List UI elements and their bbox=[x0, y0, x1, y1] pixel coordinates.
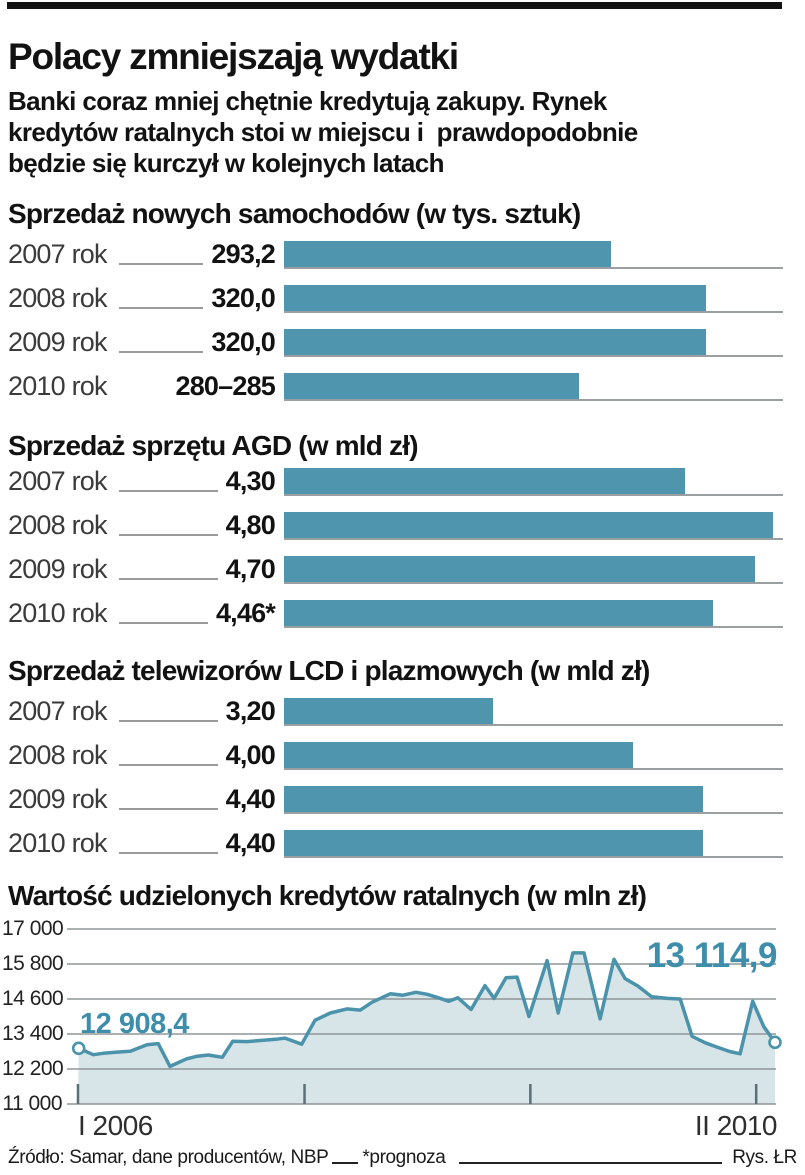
bar bbox=[284, 512, 773, 538]
leader-line bbox=[119, 622, 208, 624]
value-label: 4,40 bbox=[225, 827, 275, 858]
value-label: 4,40 bbox=[225, 783, 275, 814]
leader-line bbox=[119, 852, 218, 854]
bar-track bbox=[284, 276, 783, 320]
bar bbox=[284, 329, 706, 355]
bar bbox=[284, 698, 493, 724]
year-label: 2007 rok bbox=[8, 465, 107, 496]
bar-row bbox=[8, 320, 783, 364]
value-label: 280–285 bbox=[175, 370, 275, 401]
bar-row bbox=[8, 733, 783, 777]
section-title: Sprzedaż sprzętu AGD (w mld zł) bbox=[8, 430, 418, 461]
bar-track bbox=[284, 320, 783, 364]
page-subtitle bbox=[8, 86, 798, 179]
y-axis-tick-label: 14 600 bbox=[2, 987, 64, 1010]
bar bbox=[284, 373, 579, 399]
value-label: 293,2 bbox=[211, 238, 275, 269]
bar-track bbox=[284, 777, 783, 821]
bar-row bbox=[8, 821, 783, 865]
bar bbox=[284, 786, 703, 812]
year-label: 2008 rok bbox=[8, 509, 107, 540]
value-label: 4,30 bbox=[225, 465, 275, 496]
y-axis-tick-label: 15 800 bbox=[2, 952, 64, 975]
annotation-start-value: 12 908,4 bbox=[80, 1008, 189, 1040]
forecast-note: *prognoza bbox=[362, 1147, 446, 1168]
bar bbox=[284, 241, 611, 267]
section-tv bbox=[8, 655, 783, 687]
bar-row bbox=[8, 547, 783, 591]
bar-track bbox=[284, 364, 783, 408]
section-cars bbox=[8, 198, 783, 230]
bar bbox=[284, 285, 706, 311]
y-axis-tick-label: 13 400 bbox=[2, 1022, 64, 1045]
bar-track bbox=[284, 821, 783, 865]
value-label: 4,70 bbox=[225, 553, 275, 584]
bar-row bbox=[8, 276, 783, 320]
value-label: 4,46* bbox=[215, 597, 275, 628]
y-axis-tick-label: 12 200 bbox=[2, 1057, 64, 1080]
section-agd bbox=[8, 430, 783, 462]
subtitle-line: będzie się kurczył w kolejnych latach bbox=[8, 148, 444, 178]
leader-line bbox=[119, 263, 204, 265]
bar bbox=[284, 830, 703, 856]
top-rule bbox=[7, 2, 782, 9]
y-axis-tick-label: 11 000 bbox=[2, 1092, 62, 1115]
leader-line bbox=[119, 534, 218, 536]
bar-track bbox=[284, 503, 783, 547]
year-label: 2010 rok bbox=[8, 370, 107, 401]
year-label: 2010 rok bbox=[8, 827, 107, 858]
credit: Rys. ŁR bbox=[732, 1147, 797, 1168]
section-title: Wartość udzielonych kredytów ratalnych (w mln zł) bbox=[8, 880, 647, 911]
value-label: 4,80 bbox=[225, 509, 275, 540]
page-title: Polacy zmniejszają wydatki bbox=[8, 36, 459, 77]
section-title: Sprzedaż nowych samochodów (w tys. sztuk) bbox=[8, 198, 581, 229]
value-label: 3,20 bbox=[225, 695, 275, 726]
leader-line bbox=[119, 578, 218, 580]
subtitle-line: kredytów ratalnych stoi w miejscu i prawdopodobnie bbox=[8, 117, 638, 147]
annotation-end-value: 13 114,9 bbox=[646, 936, 777, 975]
value-label: 320,0 bbox=[211, 326, 275, 357]
year-label: 2007 rok bbox=[8, 238, 107, 269]
bar-row bbox=[8, 689, 783, 733]
leader-line bbox=[119, 490, 218, 492]
leader-line bbox=[119, 351, 204, 353]
bar-track bbox=[284, 591, 783, 635]
source-note: Źródło: Samar, dane producentów, NBP bbox=[8, 1147, 329, 1168]
footer-rule-short bbox=[332, 1162, 358, 1164]
bar bbox=[284, 600, 713, 626]
year-label: 2009 rok bbox=[8, 326, 107, 357]
x-axis-label-first: I 2006 bbox=[78, 1110, 153, 1141]
bar-track bbox=[284, 459, 783, 503]
year-label: 2008 rok bbox=[8, 739, 107, 770]
section-title: Sprzedaż telewizorów LCD i plazmowych (w mld zł) bbox=[8, 655, 650, 686]
bar-row bbox=[8, 364, 783, 408]
bar-row bbox=[8, 232, 783, 276]
bar bbox=[284, 556, 755, 582]
year-label: 2009 rok bbox=[8, 783, 107, 814]
value-label: 320,0 bbox=[211, 282, 275, 313]
bar-track bbox=[284, 232, 783, 276]
bar-track bbox=[284, 733, 783, 777]
subtitle-line: Banki coraz mniej chętnie kredytują zakupy. Rynek bbox=[8, 86, 607, 116]
bar-row bbox=[8, 503, 783, 547]
year-label: 2010 rok bbox=[8, 597, 107, 628]
bar-row bbox=[8, 591, 783, 635]
bar-track bbox=[284, 689, 783, 733]
bar-track bbox=[284, 547, 783, 591]
footer-rule-long bbox=[459, 1162, 722, 1164]
section-credits bbox=[8, 880, 783, 912]
y-axis-tick-label: 17 000 bbox=[2, 917, 64, 940]
start-point-marker bbox=[73, 1043, 84, 1054]
leader-line bbox=[119, 764, 218, 766]
bar-row bbox=[8, 459, 783, 503]
leader-line bbox=[119, 307, 204, 309]
footer bbox=[8, 1147, 797, 1169]
bar bbox=[284, 742, 633, 768]
section-cars-rows bbox=[8, 232, 783, 408]
bar bbox=[284, 468, 685, 494]
section-tv-rows bbox=[8, 689, 783, 865]
leader-line bbox=[119, 720, 218, 722]
end-point-marker bbox=[770, 1037, 781, 1048]
section-agd-rows bbox=[8, 459, 783, 635]
year-label: 2008 rok bbox=[8, 282, 107, 313]
value-label: 4,00 bbox=[225, 739, 275, 770]
year-label: 2009 rok bbox=[8, 553, 107, 584]
year-label: 2007 rok bbox=[8, 695, 107, 726]
x-axis-label-last: II 2010 bbox=[694, 1110, 777, 1141]
leader-line bbox=[119, 808, 218, 810]
bar-row bbox=[8, 777, 783, 821]
